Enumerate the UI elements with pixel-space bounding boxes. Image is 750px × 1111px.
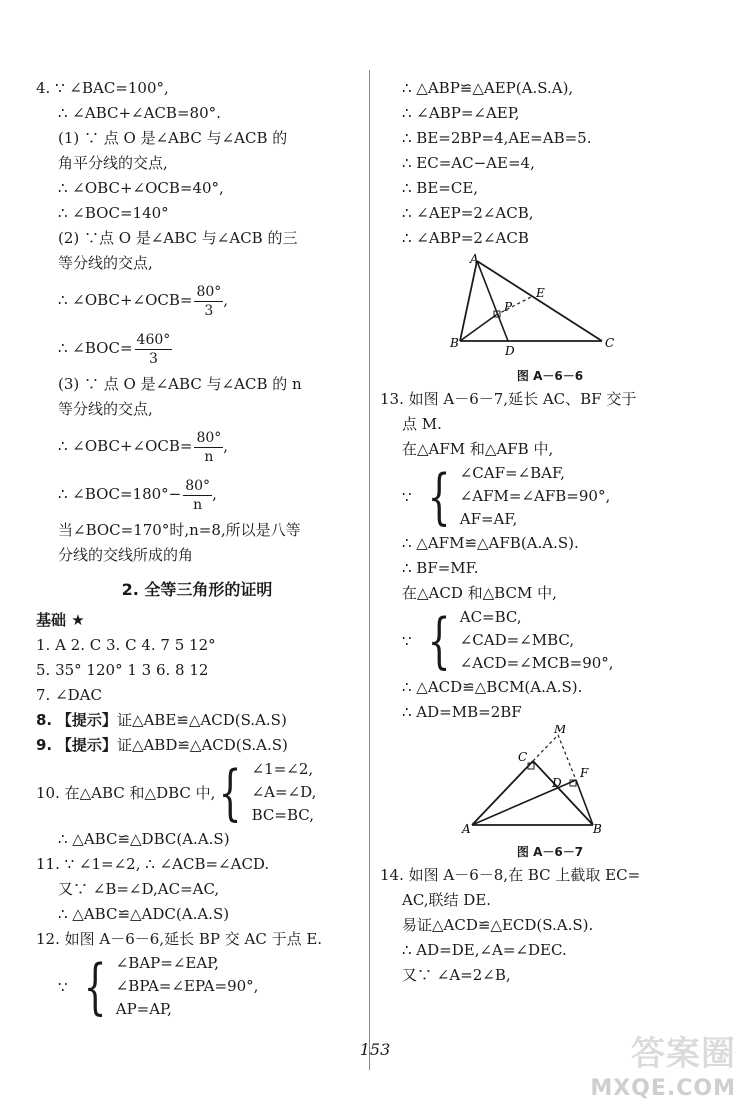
condition: ∠ACD=∠MCB=90°,	[459, 654, 614, 672]
q14-line: AC,联结 DE.	[402, 891, 492, 909]
label-d: D	[505, 344, 515, 358]
q4-fraction-line	[36, 276, 358, 324]
label-b: B	[593, 822, 602, 836]
section-title: 2. 全等三角形的证明	[121, 580, 273, 599]
q13-line: 在△ACD 和△BCM 中,	[402, 584, 557, 602]
question-number: 9.	[36, 736, 53, 754]
q4-fraction-line	[36, 422, 358, 470]
condition-group	[36, 758, 358, 827]
answer-line	[36, 708, 358, 733]
conditions	[252, 758, 317, 827]
basics-heading: 基础 ★	[36, 611, 85, 629]
answer-text: 证△ABE≌△ACD(S.A.S)	[116, 711, 287, 729]
q12-line: ∴ ∠AEP=2∠ACB,	[402, 204, 534, 222]
page-number: 153	[359, 1040, 391, 1059]
figure-a-6-7	[380, 725, 720, 863]
question-11	[36, 852, 358, 927]
text: ∴ ∠BOC=180°−	[58, 485, 182, 503]
label-d: D	[552, 776, 562, 790]
text: ∴ ∠OBC+∠OCB=	[58, 291, 193, 309]
answer-line: 1. A 2. C 3. C 4. 7 5 12°	[36, 636, 216, 654]
numerator: 80°	[196, 283, 222, 300]
numerator: 80°	[185, 477, 211, 494]
question-13	[380, 387, 720, 725]
denominator: n	[204, 448, 214, 465]
column-divider	[369, 70, 370, 1070]
q4-line: ∴ ∠OBC+∠OCB=40°,	[58, 179, 224, 197]
q4-line: 角平分线的交点,	[58, 154, 168, 172]
segment-pe	[496, 296, 533, 315]
q4-line: (3) ∵ 点 O 是∠ABC 与∠ACB 的 n	[58, 375, 302, 393]
watermark-logo	[590, 1034, 742, 1105]
q14-line: ∴ AD=DE,∠A=∠DEC.	[402, 941, 567, 959]
condition: ∠BAP=∠EAP,	[115, 954, 219, 972]
answer-line: 7. ∠DAC	[36, 686, 102, 704]
question-14	[380, 863, 720, 988]
label-c: C	[518, 750, 528, 764]
q12-line: ∴ BE=2BP=4,AE=AB=5.	[402, 129, 592, 147]
brace: {	[427, 461, 451, 532]
q12-line: ∴ △ABP≌△AEP(A.S.A),	[402, 79, 574, 97]
q4-fraction-line	[36, 470, 358, 518]
text: ,	[223, 437, 229, 455]
segment-cm	[533, 735, 558, 761]
q13-line: 13. 如图 A－6－7,延长 AC、BF 交于	[380, 390, 637, 408]
question-12-continued	[380, 76, 720, 251]
text: ∴ ∠BOC=	[58, 339, 133, 357]
denominator: 3	[148, 350, 158, 367]
because-symbol: ∵	[58, 977, 68, 996]
q12-line: ∴ EC=AC−AE=4,	[402, 154, 535, 172]
fraction	[135, 331, 173, 368]
answer-line: 5. 35° 120° 1 3 6. 8 12	[36, 661, 209, 679]
text: ∴ ∠OBC+∠OCB=	[58, 437, 193, 455]
condition: BC=BC,	[251, 806, 314, 824]
fraction	[183, 477, 212, 514]
answer-text: 证△ABD≌△ACD(S.A.S)	[116, 736, 288, 754]
segment-fb	[576, 780, 593, 825]
q11-line: ∴ △ABC≌△ADC(A.A.S)	[58, 905, 230, 923]
q12-line: ∴ ∠ABP=2∠ACB	[402, 229, 529, 247]
segment-ac	[472, 761, 533, 825]
figure-caption: 图 A－6－6	[516, 369, 584, 383]
right-column	[380, 76, 720, 988]
conditions	[460, 606, 614, 675]
condition: ∠A=∠D,	[251, 783, 317, 801]
brace: {	[219, 757, 242, 828]
watermark-text: 答案圈	[631, 1034, 736, 1074]
conditions	[460, 462, 611, 531]
triangle-diagram	[380, 725, 720, 837]
condition: AC=BC,	[459, 608, 522, 626]
because-symbol: ∵	[402, 487, 412, 506]
q4-line: ∴ ∠ABC+∠ACB=80°.	[58, 104, 221, 122]
question-4	[36, 76, 358, 568]
q14-line: 易证△ACD≌△ECD(S.A.S).	[402, 916, 594, 934]
q14-line: 14. 如图 A－6－8,在 BC 上截取 EC=	[380, 866, 641, 884]
q11-line: 又∵ ∠B=∠D,AC=AC,	[58, 880, 220, 898]
text: ,	[212, 485, 217, 503]
q13-line: ∴ △ACD≌△BCM(A.A.S).	[402, 678, 583, 696]
label-e: E	[536, 286, 545, 300]
q10-conclusion: ∴ △ABC≌△DBC(A.A.S)	[58, 830, 230, 848]
segment-mf	[558, 735, 576, 780]
condition-group	[380, 462, 720, 531]
condition: ∠BPA=∠EPA=90°,	[115, 977, 259, 995]
segment-ab	[460, 261, 477, 341]
q4-line: 分线的交线所成的角	[58, 546, 194, 564]
label-f: F	[580, 766, 589, 780]
label-a: A	[462, 822, 471, 836]
label-a: A	[470, 252, 479, 266]
q4-line: 等分线的交点,	[58, 400, 153, 418]
denominator: n	[193, 496, 203, 513]
label-c: C	[605, 336, 615, 350]
figure-caption: 图 A－6－7	[516, 845, 584, 859]
numerator: 80°	[196, 429, 222, 446]
q4-line: 4. ∵ ∠BAC=100°,	[36, 79, 169, 97]
conditions	[116, 952, 259, 1021]
label-p: P	[504, 300, 513, 314]
q4-line: (2) ∵点 O 是∠ABC 与∠ACB 的三	[58, 229, 298, 247]
label-b: B	[450, 336, 459, 350]
q4-line: ∴ ∠BOC=140°	[58, 204, 169, 222]
q13-line: 在△AFM 和△AFB 中,	[402, 440, 554, 458]
q13-line: ∴ BF=MF.	[402, 559, 479, 577]
question-10	[36, 758, 358, 852]
label-m: M	[554, 725, 567, 736]
q13-line: ∴ AD=MB=2BF	[402, 703, 522, 721]
figure-a-6-6	[380, 251, 720, 387]
numerator: 460°	[136, 331, 171, 348]
q4-line: (1) ∵ 点 O 是∠ABC 与∠ACB 的	[58, 129, 288, 147]
q13-line: ∴ △AFM≌△AFB(A.A.S).	[402, 534, 579, 552]
denominator: 3	[204, 302, 214, 319]
question-12	[36, 927, 358, 1021]
because-symbol: ∵	[402, 631, 412, 650]
question-number: 8.	[36, 711, 53, 729]
condition: ∠AFM=∠AFB=90°,	[459, 487, 611, 505]
hint-tag: 【提示】	[56, 736, 117, 754]
triangle-diagram	[380, 251, 720, 361]
q10-lead: 10. 在△ABC 和△DBC 中,	[36, 784, 216, 802]
condition: ∠CAF=∠BAF,	[459, 464, 565, 482]
condition: AF=AF,	[459, 510, 518, 528]
answer-line	[36, 733, 358, 758]
q4-line: 等分线的交点,	[58, 254, 153, 272]
q12-line: ∴ ∠ABP=∠AEP,	[402, 104, 520, 122]
q14-line: 又∵ ∠A=2∠B,	[402, 966, 511, 984]
q4-fraction-line	[36, 324, 358, 372]
q12-line: ∴ BE=CE,	[402, 179, 479, 197]
hint-tag: 【提示】	[56, 711, 117, 729]
condition: ∠CAD=∠MBC,	[459, 631, 575, 649]
left-column	[36, 76, 358, 1021]
segment-ac	[477, 261, 602, 341]
q13-line: 点 M.	[402, 415, 442, 433]
condition-group	[380, 606, 720, 675]
watermark-url: MXQE.COM	[590, 1076, 736, 1101]
basics-block	[36, 608, 358, 758]
condition: AP=AP,	[115, 1000, 172, 1018]
brace: {	[83, 951, 107, 1022]
q4-line: 当∠BOC=170°时,n=8,所以是八等	[58, 521, 301, 539]
fraction	[194, 283, 223, 320]
condition-group	[36, 952, 358, 1021]
fraction	[194, 429, 223, 466]
brace: {	[427, 605, 451, 676]
q11-line: 11. ∵ ∠1=∠2, ∴ ∠ACB=∠ACD.	[36, 855, 270, 873]
q12-line: 12. 如图 A－6－6,延长 BP 交 AC 于点 E.	[36, 930, 323, 948]
condition: ∠1=∠2,	[251, 760, 314, 778]
text: ,	[223, 291, 229, 309]
